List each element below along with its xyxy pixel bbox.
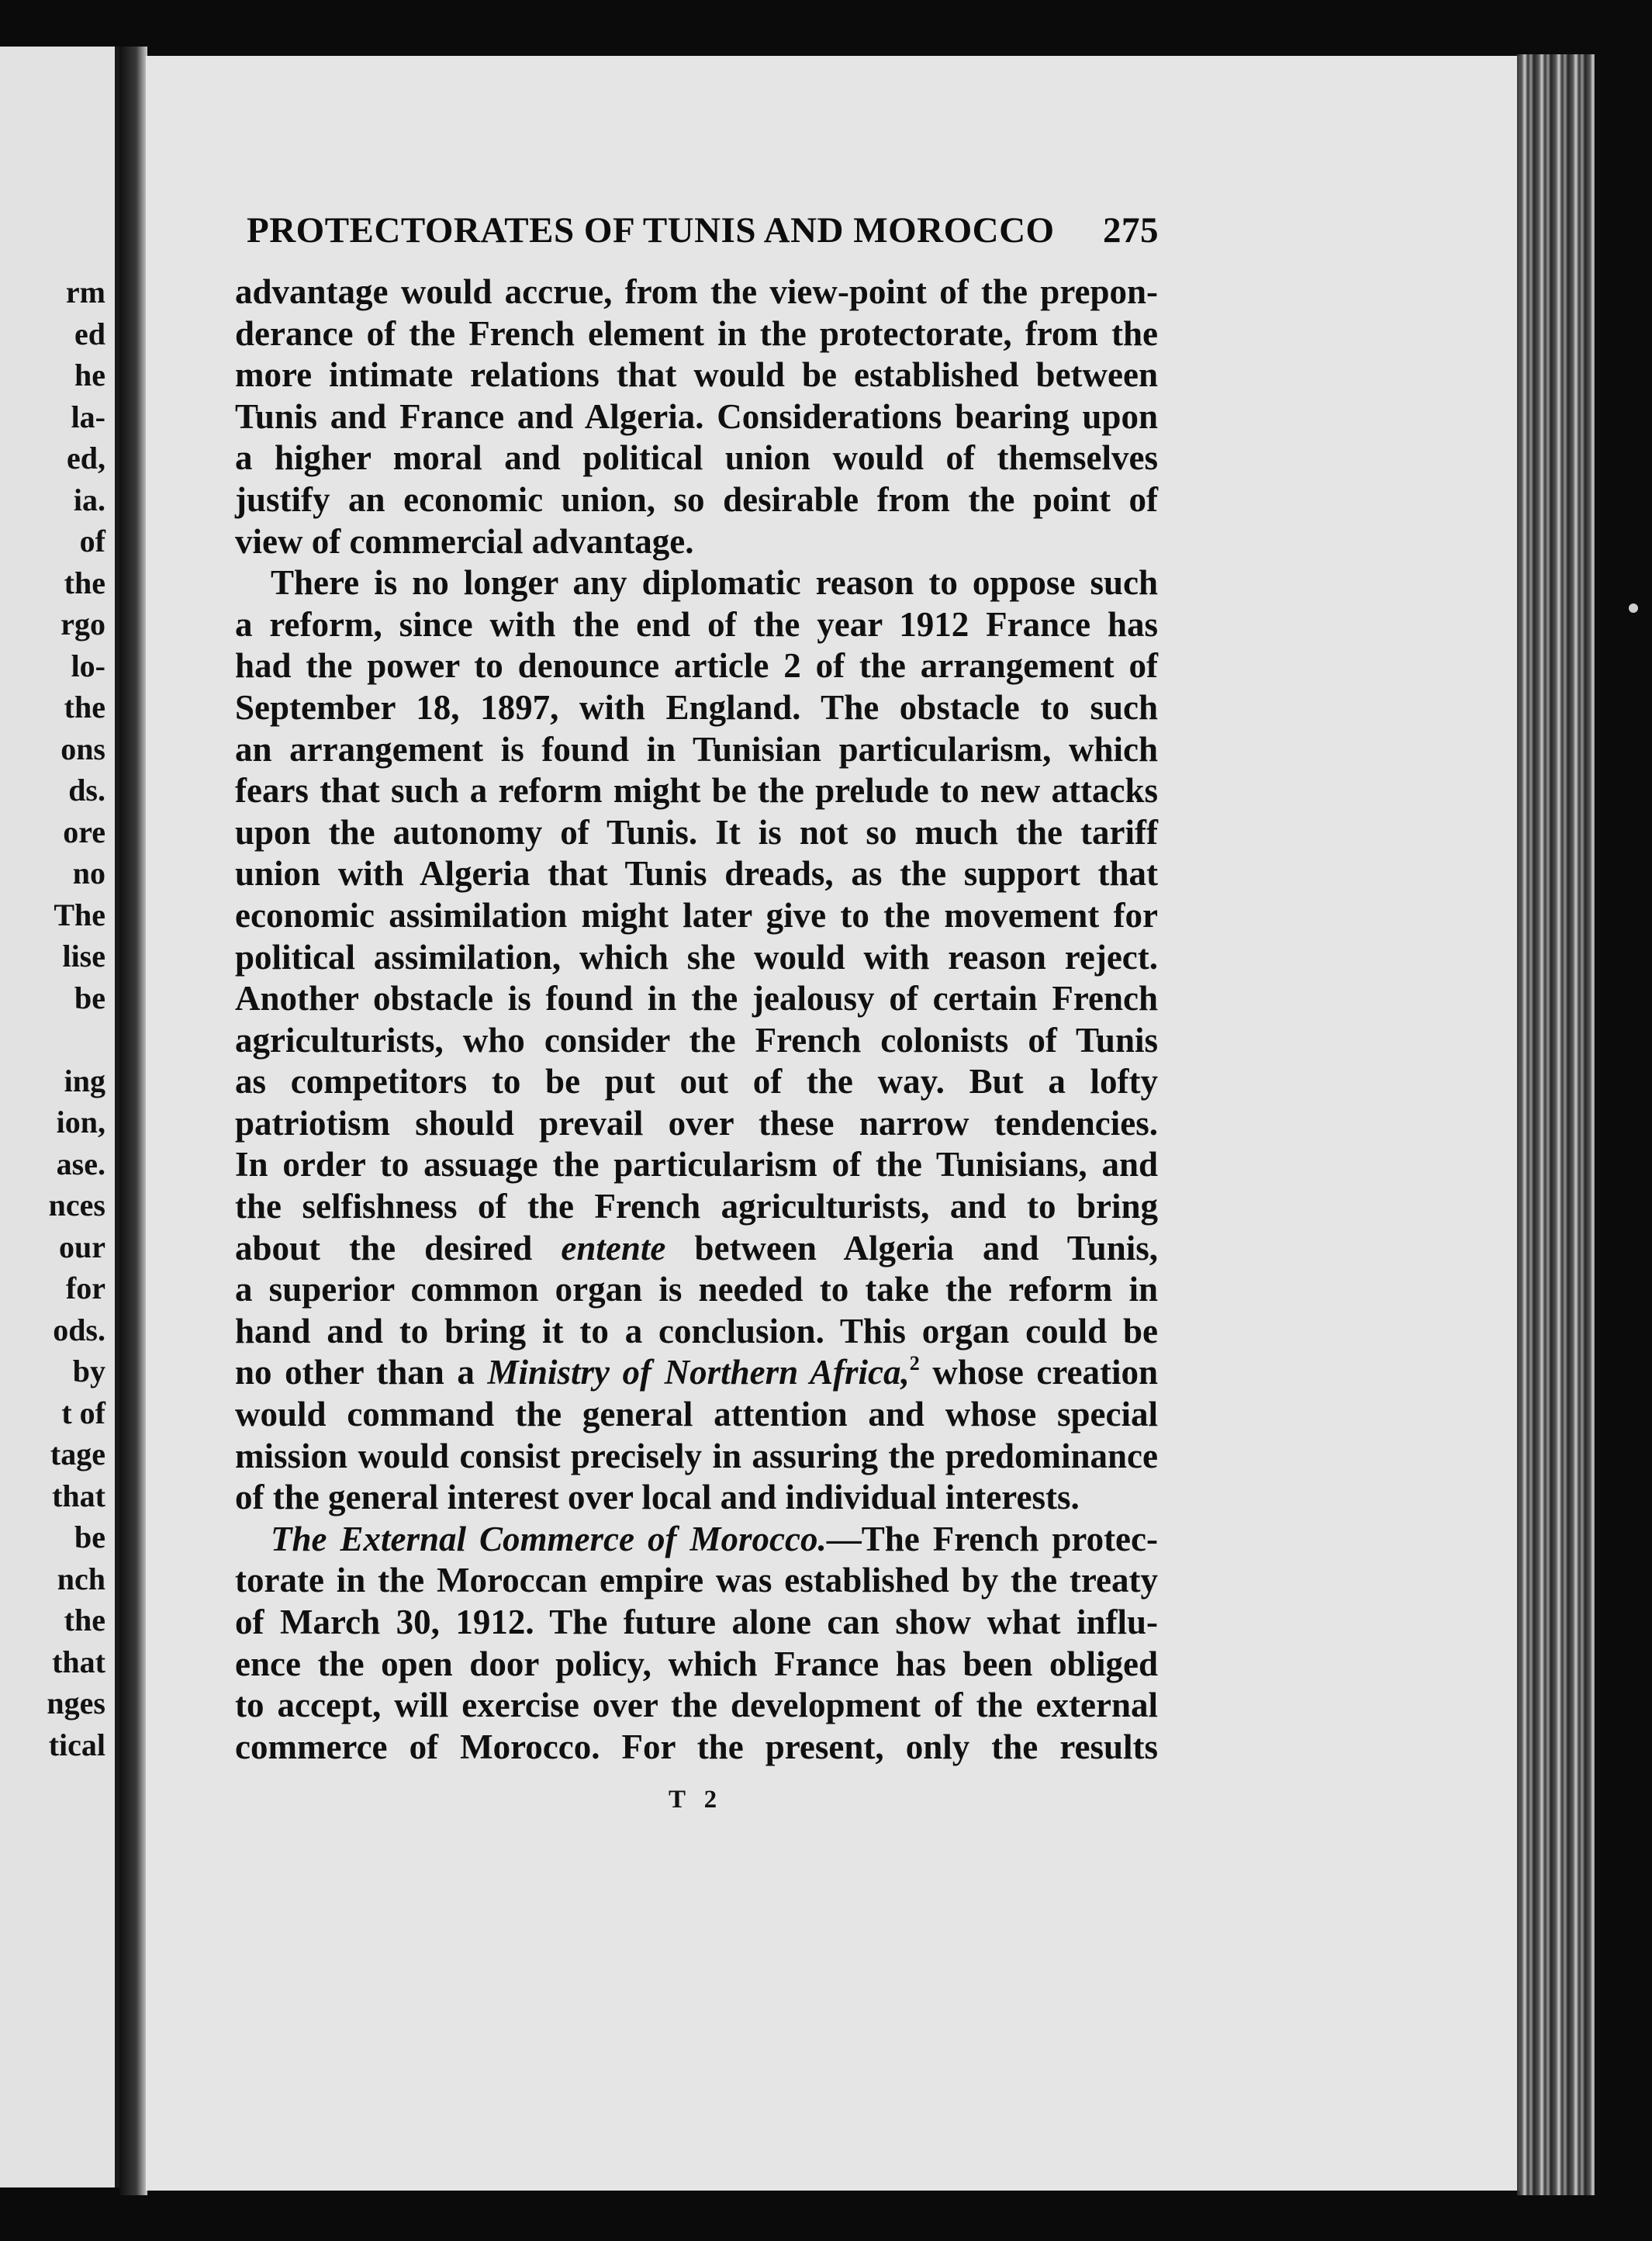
text-run: The External Commerce of Morocco. [271,1519,827,1558]
facing-page-fragment: lise [62,939,105,974]
text-line: torate in the Moroccan empire was established by the treaty [235,1561,1158,1600]
text-run: about the desired [235,1228,562,1267]
facing-page-fragment [47,1018,105,1060]
facing-page-fragment: for [65,1271,105,1306]
text-line: mission would consist precisely in assuring the predominance [235,1436,1158,1475]
text-line: advantage would accrue, from the view-point of the prepon- [235,272,1158,311]
text-line: the selfishness of the French agriculturists, and to bring [235,1187,1158,1226]
text-line: commerce of Morocco. For the present, only the results [235,1727,1158,1766]
facing-page-fragment: the [64,565,105,600]
page-edges [1517,54,1595,2195]
running-head-title: PROTECTORATES OF TUNIS AND MOROCCO [247,210,1055,251]
facing-page-fragment: the [64,1603,105,1638]
facing-page-fragment: ons [60,731,105,766]
text-line: political assimilation, which she would with reason reject. [235,937,1158,977]
text-line: upon the autonomy of Tunis. It is not so much the tariff [235,812,1158,852]
facing-page-fragment: that [52,1644,105,1679]
facing-page-fragment: the [64,690,105,725]
text-line: more intimate relations that would be established between [235,355,1158,395]
text-line: fears that such a reform might be the prelude to new attacks [235,771,1158,811]
text-line: to accept, will exercise over the development of the external [235,1686,1158,1725]
facing-page-fragment: ase. [56,1146,105,1181]
facing-page-fragment: ing [64,1063,105,1098]
text-line: as competitors to be put out of the way. But a lofty [235,1062,1158,1101]
facing-page-fragment: ore [63,814,105,849]
text-run: between Algeria and Tunis, [665,1228,1158,1267]
facing-page-fragment: of [79,524,105,559]
text-line: of the general interest over local and individual interests. [235,1478,1080,1517]
text-line: would command the general attention and whose special [235,1395,1158,1434]
text-line: In order to assuage the particularism of the Tunisians, and [235,1145,1158,1184]
text-line: had the power to denounce article 2 of the arrangement of [235,646,1158,686]
text-line: agriculturists, who consider the French colonists of Tunis [235,1020,1158,1060]
text-line: There is no longer any diplomatic reason to oppose such [271,563,1158,603]
facing-page-fragment: be [74,980,105,1015]
text-line: of March 30, 1912. The future alone can show what influ- [235,1603,1158,1641]
text-run: whose creation [919,1353,1158,1392]
text-line: a superior common organ is needed to take the reform in [235,1270,1158,1309]
facing-page-fragment: tage [50,1437,105,1472]
facing-page-left [0,47,119,2187]
text-line [235,1228,1158,1270]
facing-page-fragment: t of [61,1395,105,1430]
facing-page-fragment: no [72,856,105,891]
signature-mark: T 2 [669,1786,724,1814]
page-edge-mark [1629,603,1638,613]
facing-page-fragment: nch [57,1561,105,1596]
text-line: justify an economic union, so desirable from the point of [235,479,1158,519]
facing-page-fragment: ia. [73,482,105,517]
facing-page-fragment: lo- [71,648,105,683]
text-line: a higher moral and political union would of themselves [235,438,1158,478]
text-line: Another obstacle is found in the jealousy of certain French [235,979,1158,1018]
text-line [235,1519,1158,1561]
facing-page-fragment: our [59,1229,105,1264]
text-run: no other than a [235,1353,488,1392]
facing-page-fragment: be [74,1520,105,1555]
text-line: patriotism should prevail over these narrow tendencies. [235,1103,1158,1143]
book-gutter [119,47,147,2195]
text-line: a reform, since with the end of the year 1912 France has [235,604,1158,644]
text-line: economic assimilation might later give to the movement for [235,895,1158,935]
facing-page-fragment: he [74,358,105,393]
text-run: 2 [909,1352,920,1375]
text-line: ence the open door policy, which France has been obliged [235,1644,1158,1683]
text-line [235,1352,1158,1394]
text-run: entente [561,1228,666,1267]
facing-page-fragment: rm [65,275,105,310]
facing-page-fragment: ion, [56,1105,105,1140]
facing-page-fragment: by [72,1354,105,1389]
facing-page-fragment: la- [71,399,105,434]
text-line: hand and to bring it to a conclusion. This organ could be [235,1311,1158,1350]
facing-page-text-fragments [47,271,105,1765]
text-line: union with Algeria that Tunis dreads, as the support that [235,854,1158,894]
text-run: Ministry of Northern Africa, [487,1353,910,1392]
facing-page-fragment: tical [48,1727,105,1762]
text-line: September 18, 1897, with England. The obstacle to such [235,687,1158,727]
facing-page-fragment: The [54,897,105,932]
facing-page-fragment: ds. [68,773,105,808]
body-text [235,271,1158,1768]
running-head [247,209,1159,251]
facing-page-fragment: ods. [53,1312,105,1347]
facing-page-fragment: ed, [67,441,105,476]
facing-page-fragment: nces [48,1188,105,1223]
text-line: an arrangement is found in Tunisian particularism, which [235,729,1158,769]
text-line: view of commercial advantage. [235,521,694,561]
facing-page-fragment: that [52,1478,105,1513]
page-number: 275 [1103,210,1159,251]
facing-page-fragment: ed [74,316,105,351]
text-run: —The French protec- [826,1519,1158,1558]
text-line: Tunis and France and Algeria. Considerations bearing upon [235,396,1158,436]
facing-page-fragment: rgo [60,607,105,642]
text-line: derance of the French element in the protectorate, from the [235,313,1158,353]
facing-page-fragment: nges [47,1686,105,1721]
